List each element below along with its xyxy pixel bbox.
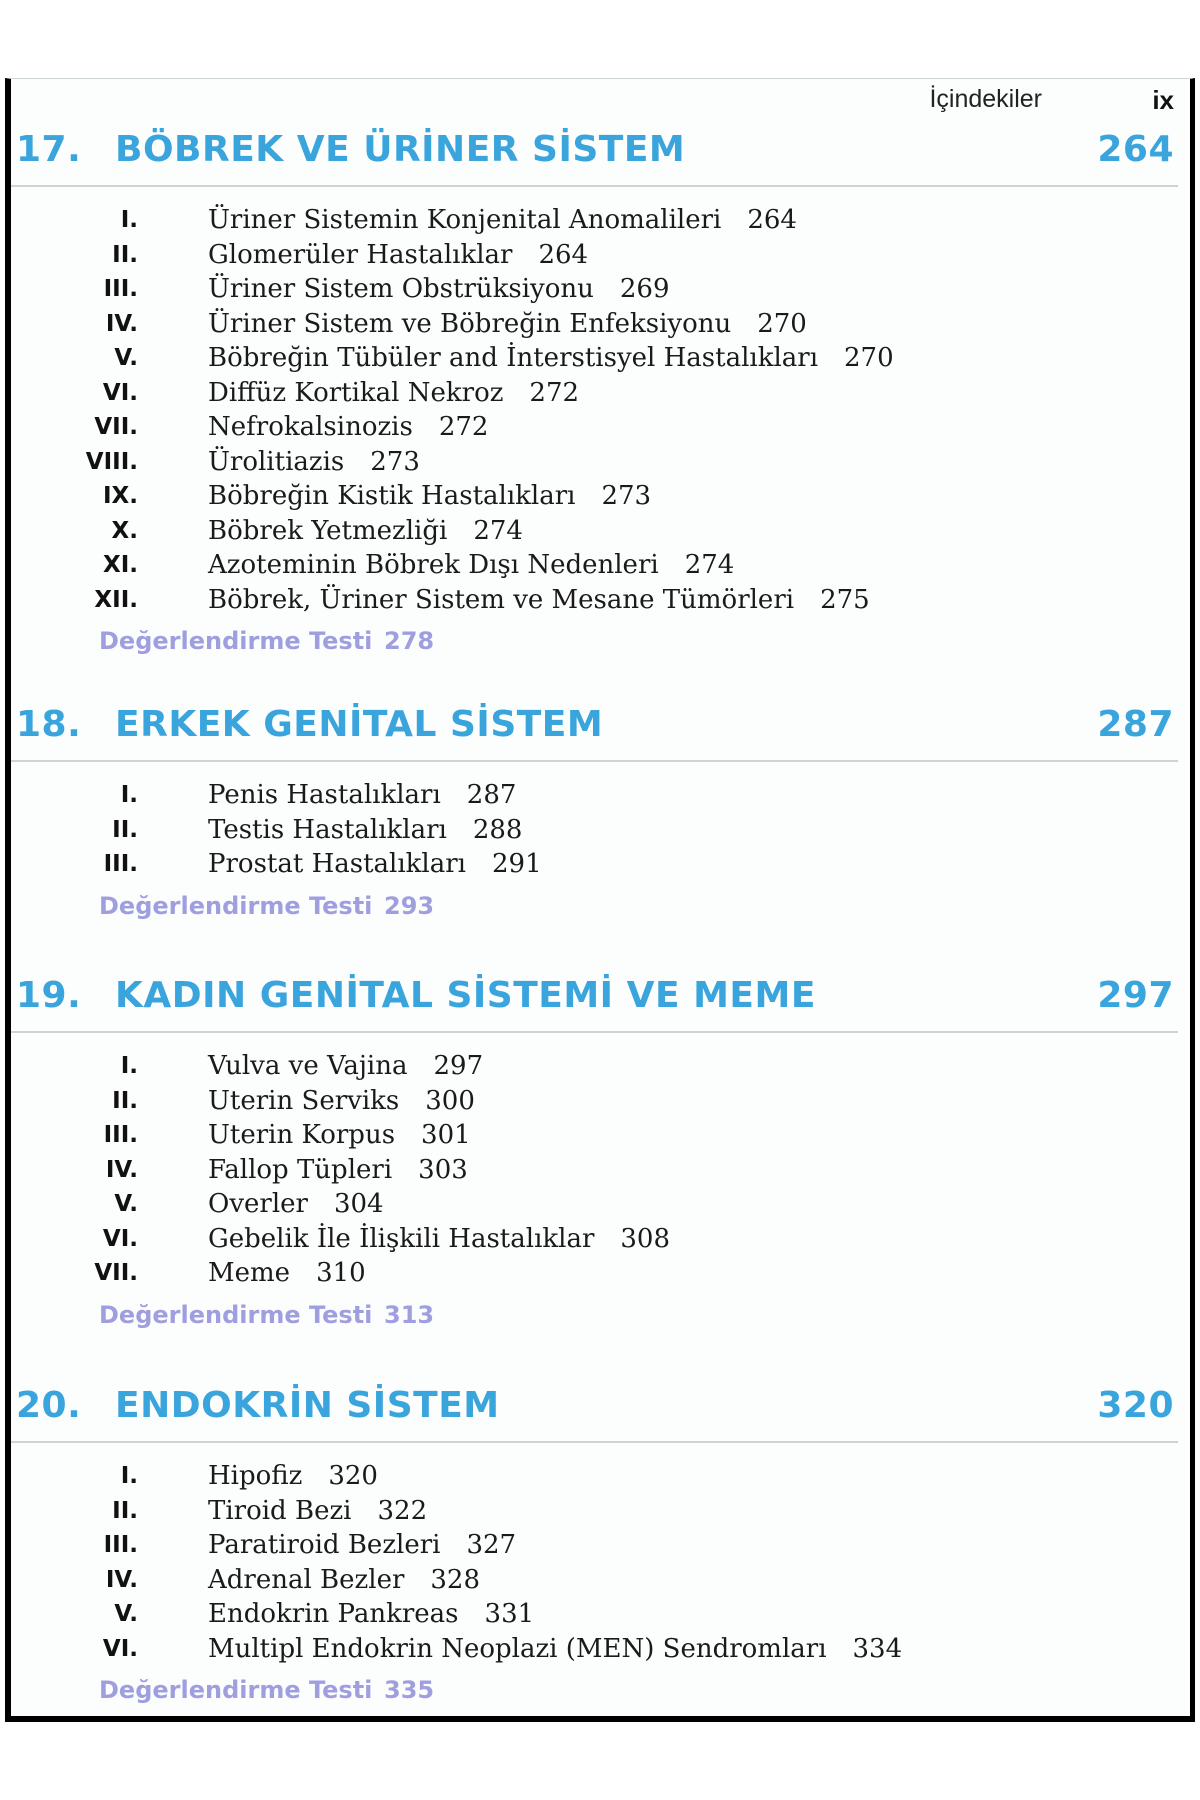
entry-title: Üriner Sistem ve Böbreğin Enfeksiyonu — [208, 308, 732, 339]
entry-title: Üriner Sistem Obstrüksiyonu — [208, 274, 594, 304]
entry-text — [208, 412, 488, 442]
entry-list — [11, 1051, 1190, 1293]
chapter-title: BÖBREK VE ÜRİNER SİSTEM — [115, 129, 686, 170]
chapter-page: 320 — [1097, 1385, 1174, 1426]
chapter-page: 264 — [1097, 129, 1174, 170]
entry-title: Nefrokalsinozis — [208, 412, 413, 442]
entry-title: Uterin Serviks — [208, 1085, 400, 1116]
toc-entry[interactable] — [11, 1155, 1190, 1190]
entry-title: Gebelik İle İlişkili Hastalıklar — [208, 1223, 595, 1254]
entry-page: 272 — [438, 412, 489, 442]
entry-roman-numeral: VI. — [102, 1225, 138, 1252]
entry-title: Meme — [208, 1258, 291, 1288]
entry-text — [208, 1565, 480, 1595]
entry-text — [208, 343, 894, 373]
entry-page: 328 — [430, 1564, 481, 1595]
entry-text — [208, 780, 516, 810]
entry-text — [208, 1258, 366, 1288]
entry-text — [208, 1120, 471, 1150]
entry-title: Vulva ve Vajina — [208, 1051, 408, 1081]
entry-page: 322 — [377, 1495, 428, 1526]
entry-text — [208, 1224, 670, 1254]
entry-title: Penis Hastalıkları — [208, 780, 441, 810]
entry-roman-numeral: III. — [103, 1532, 138, 1558]
entry-text — [208, 205, 797, 235]
toc-entry[interactable] — [11, 1530, 1190, 1565]
evaluation-label: Değerlendirme Testi — [99, 1676, 373, 1704]
entry-text — [208, 550, 734, 580]
evaluation-page: 313 — [384, 1300, 435, 1329]
entry-page: 264 — [538, 239, 589, 270]
entry-roman-numeral: III. — [103, 851, 138, 877]
toc-entry[interactable] — [11, 240, 1190, 275]
toc-entry[interactable] — [11, 447, 1190, 482]
chapter-19 — [11, 975, 1190, 1335]
entry-title: Diffüz Kortikal Nekroz — [208, 377, 504, 408]
toc-entry[interactable] — [11, 1599, 1190, 1634]
entry-text — [208, 1461, 378, 1491]
toc-entry[interactable] — [11, 412, 1190, 447]
entry-page: 291 — [492, 849, 542, 879]
evaluation-page: 335 — [384, 1676, 435, 1704]
chapter-18 — [11, 704, 1190, 926]
entry-page: 270 — [844, 343, 894, 373]
toc-entry[interactable] — [11, 378, 1190, 413]
toc-entry[interactable] — [11, 1120, 1190, 1155]
entry-list — [11, 205, 1190, 619]
chapter-heading[interactable] — [11, 704, 1178, 762]
toc-entry[interactable] — [11, 585, 1190, 620]
entry-page: 308 — [620, 1223, 671, 1254]
toc-entry[interactable] — [11, 1189, 1190, 1224]
entry-title: Azoteminin Böbrek Dışı Nedenleri — [208, 550, 659, 580]
entry-roman-numeral: III. — [103, 276, 138, 302]
entry-page: 327 — [466, 1530, 517, 1560]
chapter-page: 287 — [1097, 704, 1174, 745]
evaluation-test-link[interactable] — [11, 892, 1190, 926]
entry-roman-numeral: VII. — [94, 414, 138, 440]
entry-text — [208, 1599, 534, 1629]
chapter-title: KADIN GENİTAL SİSTEMİ VE MEME — [115, 975, 816, 1016]
entry-page: 303 — [418, 1154, 468, 1185]
entry-title: Böbreğin Tübüler and İnterstisyel Hastalıkları — [208, 343, 819, 373]
entry-roman-numeral: V. — [114, 1601, 138, 1627]
chapter-heading[interactable] — [11, 129, 1178, 187]
entry-title: Multipl Endokrin Neoplazi (MEN) Sendromları — [208, 1633, 827, 1664]
entry-title: Böbrek Yetmezliği — [208, 515, 448, 546]
entry-title: Uterin Korpus — [208, 1120, 396, 1150]
entry-title: Üriner Sistemin Konjenital Anomalileri — [208, 205, 722, 235]
entry-title: Tiroid Bezi — [208, 1495, 352, 1526]
entry-title: Paratiroid Bezleri — [208, 1530, 441, 1560]
evaluation-test-link[interactable] — [11, 1676, 1190, 1710]
entry-page: 304 — [333, 1189, 384, 1219]
toc-entry[interactable] — [11, 481, 1190, 516]
entry-page: 269 — [619, 274, 670, 304]
section-title: İçindekiler — [929, 85, 1042, 113]
toc-entry[interactable] — [11, 1086, 1190, 1121]
toc-entry[interactable] — [11, 1634, 1190, 1669]
entry-roman-numeral: VI. — [102, 379, 138, 406]
entry-roman-numeral: X. — [111, 517, 138, 544]
entry-page: 275 — [820, 584, 870, 615]
entry-roman-numeral: V. — [114, 1191, 138, 1217]
entry-page: 301 — [421, 1120, 471, 1150]
entry-text — [208, 1155, 468, 1185]
entry-title: Fallop Tüpleri — [208, 1154, 393, 1185]
entry-text — [208, 481, 651, 511]
chapter-number: 20. — [16, 1385, 82, 1426]
evaluation-page: 278 — [384, 627, 435, 655]
entry-page: 297 — [433, 1051, 484, 1081]
entry-page: 300 — [425, 1085, 475, 1116]
entry-roman-numeral: VI. — [102, 1635, 138, 1662]
evaluation-page: 293 — [384, 891, 435, 920]
entry-list — [11, 1461, 1190, 1668]
toc-entry[interactable] — [11, 274, 1190, 309]
entry-text — [208, 849, 542, 879]
toc-entry[interactable] — [11, 1565, 1190, 1600]
entry-page: 274 — [684, 550, 735, 580]
toc-entry[interactable] — [11, 343, 1190, 378]
entry-roman-numeral: I. — [120, 1463, 138, 1489]
toc-entry[interactable] — [11, 1496, 1190, 1531]
entry-title: Adrenal Bezler — [208, 1564, 405, 1595]
entry-text — [208, 1634, 902, 1664]
chapter-17 — [11, 129, 1190, 661]
entry-text — [208, 240, 588, 270]
evaluation-test-link[interactable] — [11, 627, 1190, 661]
toc-entry[interactable] — [11, 1461, 1190, 1496]
entry-text — [208, 1530, 516, 1560]
toc-entry[interactable] — [11, 815, 1190, 850]
chapter-heading[interactable] — [11, 1385, 1178, 1443]
entry-title: Ürolitiazis — [208, 446, 345, 477]
entry-page: 274 — [473, 515, 523, 546]
entry-roman-numeral: II. — [112, 241, 138, 268]
entry-page: 287 — [466, 780, 517, 810]
entry-roman-numeral: VIII. — [85, 448, 138, 475]
entry-roman-numeral: IV. — [105, 1566, 138, 1593]
entry-roman-numeral: I. — [120, 207, 138, 233]
entry-text — [208, 1496, 427, 1526]
entry-text — [208, 1086, 475, 1116]
page-number: ix — [1152, 85, 1174, 115]
entry-text — [208, 378, 579, 408]
toc-entry[interactable] — [11, 780, 1190, 815]
evaluation-label: Değerlendirme Testi — [99, 627, 373, 655]
entry-text — [208, 1051, 483, 1081]
chapter-title: ERKEK GENİTAL SİSTEM — [115, 704, 604, 745]
entry-page: 273 — [370, 446, 420, 477]
entry-roman-numeral: II. — [112, 1087, 138, 1114]
entry-page: 273 — [601, 481, 652, 511]
entry-page: 310 — [316, 1258, 366, 1288]
entry-text — [208, 585, 870, 615]
entry-text — [208, 447, 420, 477]
entry-title: Overler — [208, 1189, 308, 1219]
entry-title: Hipofiz — [208, 1461, 303, 1491]
entry-roman-numeral: IV. — [105, 1156, 138, 1183]
evaluation-test-link[interactable] — [11, 1301, 1190, 1335]
toc-entry[interactable] — [11, 516, 1190, 551]
chapter-title: ENDOKRİN SİSTEM — [115, 1385, 500, 1426]
chapter-number: 18. — [16, 704, 82, 745]
chapter-number: 19. — [16, 975, 82, 1016]
toc-entry[interactable] — [11, 309, 1190, 344]
toc-entry[interactable] — [11, 1051, 1190, 1086]
entry-text — [208, 815, 522, 845]
entry-page: 270 — [757, 308, 807, 339]
chapter-page: 297 — [1097, 975, 1174, 1016]
entry-page: 334 — [852, 1633, 903, 1664]
entry-page: 331 — [484, 1599, 535, 1629]
entry-roman-numeral: IV. — [105, 310, 138, 337]
evaluation-label: Değerlendirme Testi — [99, 891, 373, 920]
entry-roman-numeral: I. — [120, 782, 138, 808]
chapter-20 — [11, 1385, 1190, 1710]
chapter-heading[interactable] — [11, 975, 1178, 1033]
evaluation-label: Değerlendirme Testi — [99, 1300, 373, 1329]
entry-list — [11, 780, 1190, 884]
toc-entry[interactable] — [11, 550, 1190, 585]
entry-title: Böbrek, Üriner Sistem ve Mesane Tümörleri — [208, 584, 795, 615]
entry-text — [208, 274, 670, 304]
entry-roman-numeral: II. — [112, 816, 138, 843]
entry-title: Böbreğin Kistik Hastalıkları — [208, 481, 576, 511]
entry-roman-numeral: VII. — [94, 1260, 138, 1286]
entry-roman-numeral: XII. — [94, 586, 138, 613]
toc-entry[interactable] — [11, 849, 1190, 884]
entry-page: 272 — [529, 377, 580, 408]
entry-title: Glomerüler Hastalıklar — [208, 239, 513, 270]
chapter-number: 17. — [16, 129, 82, 170]
entry-page: 264 — [747, 205, 797, 235]
toc-entry[interactable] — [11, 205, 1190, 240]
running-header — [11, 79, 1190, 113]
entry-text — [208, 516, 523, 546]
entry-roman-numeral: V. — [114, 345, 138, 371]
entry-title: Endokrin Pankreas — [208, 1599, 459, 1629]
entry-roman-numeral: III. — [103, 1122, 138, 1148]
entry-roman-numeral: XI. — [102, 552, 138, 578]
toc-page — [5, 78, 1195, 1722]
toc-entry[interactable] — [11, 1224, 1190, 1259]
entry-text — [208, 1189, 384, 1219]
entry-text — [208, 309, 807, 339]
entry-page: 320 — [328, 1461, 378, 1491]
entry-page: 288 — [472, 814, 523, 845]
entry-title: Testis Hastalıkları — [208, 814, 447, 845]
toc-entry[interactable] — [11, 1258, 1190, 1293]
entry-roman-numeral: IX. — [102, 483, 138, 509]
entry-title: Prostat Hastalıkları — [208, 849, 466, 879]
entry-roman-numeral: II. — [112, 1497, 138, 1524]
entry-roman-numeral: I. — [120, 1053, 138, 1079]
